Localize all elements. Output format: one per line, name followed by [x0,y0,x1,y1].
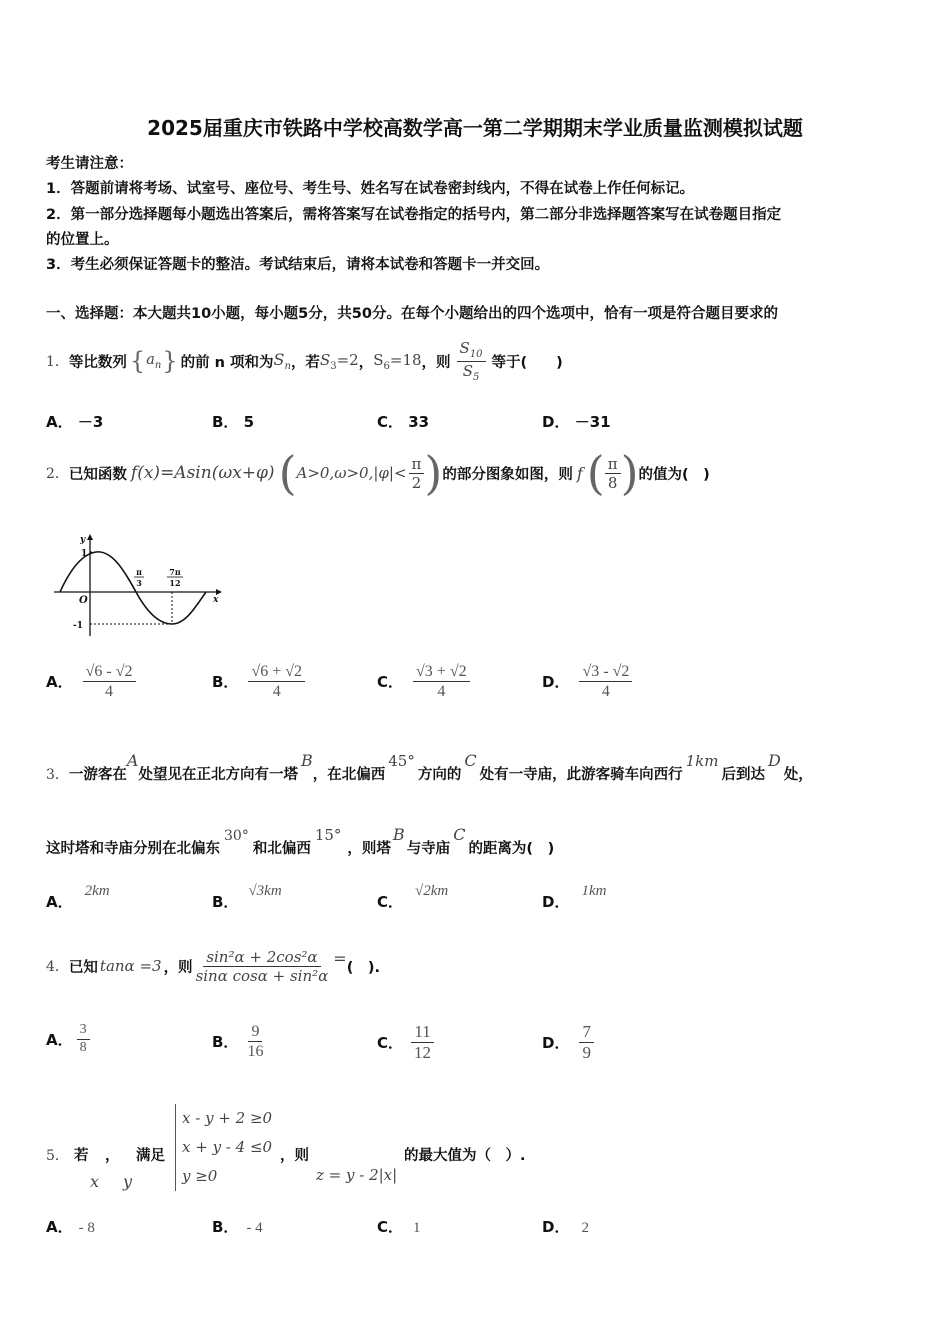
option-label: C． [377,1218,404,1236]
q4-text-1: 已知 [68,959,98,976]
option-den: 4 [437,683,446,701]
q1-frac-num: S [459,338,470,357]
option-label: B． [212,413,239,431]
q2-cond-frac-num: π [409,455,425,474]
q2-arg-fraction [605,455,621,492]
option-value: - 8 [78,1220,95,1236]
pi712-den: 12 [169,578,181,588]
q3-text-7: 处， [783,767,813,783]
option-num: 11 [411,1022,433,1043]
q1-text-3: ，若 [290,354,320,371]
q3-distance: 1km [685,752,719,770]
q1-seq-sub: n [154,359,162,371]
q1-option-d[interactable] [542,411,611,432]
q3-number: 3． [46,767,69,783]
notice-item-3: 3．考生必须保证答题卡的整洁。考试结束后，请将本试卷和答题卡一并交回。 [46,257,550,273]
option-value: 1 [413,1220,421,1236]
option-num: 9 [248,1022,262,1042]
q3-text-2: 处望见在正北方向有一塔 [138,767,298,783]
q3-point-b: B [300,751,313,770]
q1-cond2-val: =18 [389,350,422,369]
question-3-line-2 [46,818,554,858]
option-label: B． [212,673,239,692]
q1-cond1: S [319,350,331,369]
q2-arg-paren-left: ( [586,446,605,500]
q5-objective: z = y - 2|x| [316,1166,398,1184]
q3-point-d: D [767,751,781,770]
q4-frac-den: sinα cosα + sin²α [195,966,329,985]
q2-condition: A>0,ω>0,|φ|< [296,464,407,482]
option-label: C． [377,893,404,911]
notice-heading: 考生请注意： [46,156,133,172]
q1-cond1-val: =2 [336,350,359,369]
q1-text-1: 等比数列 [68,354,127,371]
option-den: 16 [247,1043,264,1061]
q1-cond1-sub: 3 [330,360,337,372]
option-den: 4 [272,683,281,701]
option-label: C． [377,1034,404,1053]
option-num: √6 + √2 [248,662,305,682]
option-value: －3 [77,413,104,431]
option-label: C． [377,673,404,692]
option-label: B． [212,1218,239,1236]
q1-text-2: 的前 n 项和为 [180,354,274,371]
q3-l2-text-2: 和北偏西 [252,841,311,857]
option-label: D． [542,1218,570,1236]
q1-frac-num-sub: 10 [469,348,483,360]
q2-function: f(x)=Asin(ωx+φ) [130,463,275,483]
question-1 [46,330,563,392]
q4-text-2: ，则 [163,959,193,976]
option-den: 8 [79,1039,87,1055]
option-label: C． [377,413,404,431]
q5-option-c[interactable] [377,1216,421,1237]
pi3-den: 3 [136,578,142,588]
option-value: 2 [581,1220,589,1236]
q2-cond-frac-den: 2 [411,473,422,492]
q2-arg-den: 8 [607,473,618,492]
q1-frac-den-sub: 5 [472,371,480,383]
q2-text-1: 已知函数 [68,466,127,483]
q5-text-4: 的最大值为（ ）. [404,1148,526,1164]
q4-option-d[interactable] [542,1022,594,1064]
q5-sep: ， [105,1148,120,1164]
q5-text-1: 若 [73,1148,89,1164]
q3-angle-3: 15° [314,826,342,844]
origin-label: O [79,595,88,606]
option-value: 5 [243,413,255,431]
q4-option-c[interactable] [377,1022,434,1064]
q1-brace-left: { [129,347,146,375]
notice-item-2: 2．第一部分选择题每小题选出答案后，需将答案写在试卷指定的括号内，第二部分非选择题答案写在试卷题目指定 [46,207,782,223]
q3-l2-point-c: C [453,825,466,844]
notice-item-2-cont: 的位置上。 [46,232,119,248]
q5-option-d[interactable] [542,1216,589,1237]
q4-text-3: ( ). [346,959,380,976]
q3-l2-text-1: 这时塔和寺庙分别在北偏东 [46,841,220,857]
option-value: 33 [408,413,430,431]
q3-text-6: 后到达 [721,767,765,783]
option-num: 3 [77,1022,90,1040]
q1-option-c[interactable] [377,411,429,432]
q1-s-sub: n [284,361,291,372]
option-value: 2km [84,883,110,899]
option-label: D． [542,413,570,431]
option-label: A． [46,893,73,911]
q2-paren-left: ( [278,446,297,500]
sine-curve [60,552,206,624]
option-num: 7 [579,1022,594,1043]
q5-var-x: x [90,1172,100,1191]
q1-fraction [457,339,486,384]
neg-one-label: -1 [73,621,83,631]
q3-l2-text-4: 与寺庙 [406,841,451,857]
q5-option-a[interactable] [46,1216,95,1237]
option-den: 9 [582,1043,591,1063]
q2-option-b[interactable] [212,662,305,701]
question-2 [46,442,710,504]
q3-text-3: ，在北偏西 [312,767,386,783]
q4-fraction [193,948,332,985]
q1-sep: ， [358,354,374,371]
option-den: 12 [414,1043,432,1063]
option-label: A． [46,1218,73,1236]
q2-arg-paren-right: ) [620,446,639,500]
option-label: B． [212,1033,239,1052]
q1-text-5: 等于( ) [491,354,563,371]
q3-option-c[interactable] [377,880,448,912]
q3-text-5: 处有一寺庙，此游客骑车向西行 [479,767,683,783]
q2-arg-num: π [605,455,621,474]
q5-number-line [46,1144,88,1165]
q2-text-2: 的部分图象如图，则 [442,466,573,483]
x-label: x [213,595,219,605]
question-3-line-1 [46,744,813,784]
q3-l2-point-b: B [392,825,405,844]
q2-graph [50,530,230,640]
page-title: 2025届重庆市铁路中学校高数学高一第二学期期末学业质量监测模拟试题 [147,116,803,140]
q1-frac-den: S [462,361,473,380]
option-value: √2km [415,883,449,899]
pi3-num: π [136,567,142,577]
q2-option-a[interactable] [46,662,136,701]
y-label: y [80,535,86,545]
q4-condition: tanα =3 [99,957,162,975]
q4-equals: = [333,948,347,968]
option-den: 4 [601,683,610,701]
option-num: √3 - √2 [579,662,632,682]
q3-l2-text-3: ，则塔 [347,841,391,857]
q3-angle-1: 45° [388,752,415,770]
q3-text-1: 一游客在 [68,767,127,783]
q1-cond2-sub: 6 [383,360,390,372]
q5-ineq-3: y ≥0 [182,1167,218,1185]
option-num: √3 + √2 [413,662,470,682]
y-axis-arrow [87,534,93,540]
option-label: A． [46,673,73,692]
notice-item-1: 1．答题前请将考场、试室号、座位号、考生号、姓名写在试卷密封线内，不得在试卷上作任何标记。 [46,181,695,197]
option-label: D． [542,673,570,692]
q4-option-b[interactable] [212,1022,266,1061]
q4-option-a[interactable] [46,1022,90,1057]
q1-cond2: S [373,350,384,369]
q3-point-c: C [464,751,477,770]
q5-text-3: ，则 [280,1148,309,1164]
q2-paren-right: ) [424,446,443,500]
q5-var-y: y [123,1172,133,1191]
q2-cond-fraction [409,455,425,492]
q3-option-a[interactable] [46,880,110,912]
q4-number: 4． [46,959,69,975]
q5-ineq-2: x + y - 4 ≤0 [182,1138,273,1156]
q5-number: 5． [46,1148,69,1164]
question-4 [46,938,380,994]
option-label: B． [212,893,239,911]
option-label: A． [46,413,73,431]
option-den: 4 [105,683,114,701]
q1-seq: a [146,351,155,368]
q5-option-b[interactable] [212,1216,263,1237]
q3-l2-text-5: 的距离为( ) [468,841,555,857]
one-label: 1 [81,549,88,559]
q3-text-4: 方向的 [417,767,462,783]
q2-text-3: 的值为( ) [638,466,710,483]
option-value: - 4 [246,1220,263,1236]
option-label: D． [542,893,570,911]
q1-text-4: ，则 [421,354,451,371]
section-heading: 一、选择题：本大题共10小题，每小题5分，共50分。在每个小题给出的四个选项中，恰有一项是符合题目要求的 [46,306,778,322]
q3-option-d[interactable] [542,880,606,912]
q1-number: 1． [46,354,69,370]
q2-option-d[interactable] [542,662,632,701]
option-value: －31 [574,413,611,431]
q2-f: f [576,463,583,483]
option-label: D． [542,1034,570,1053]
q2-number: 2． [46,466,69,482]
option-value: 1km [581,883,607,899]
pi712-num: 7π [169,567,181,577]
q3-point-a: A [126,751,139,770]
q5-ineq-1: x - y + 2 ≥0 [182,1109,273,1127]
q3-option-b[interactable] [212,880,282,912]
q2-option-c[interactable] [377,662,470,701]
q3-angle-2: 30° [224,828,249,844]
option-label: A． [46,1030,73,1049]
q1-option-a[interactable] [46,411,103,432]
q5-text-2: 满足 [136,1148,165,1164]
q1-s: S [273,350,285,369]
option-value: √3km [248,883,282,899]
q1-option-b[interactable] [212,411,254,432]
q1-brace-right: } [162,347,178,375]
q5-inequality-system [175,1104,272,1191]
q4-frac-num: sin²α + 2cos²α [203,948,320,967]
option-num: √6 - √2 [83,662,136,682]
